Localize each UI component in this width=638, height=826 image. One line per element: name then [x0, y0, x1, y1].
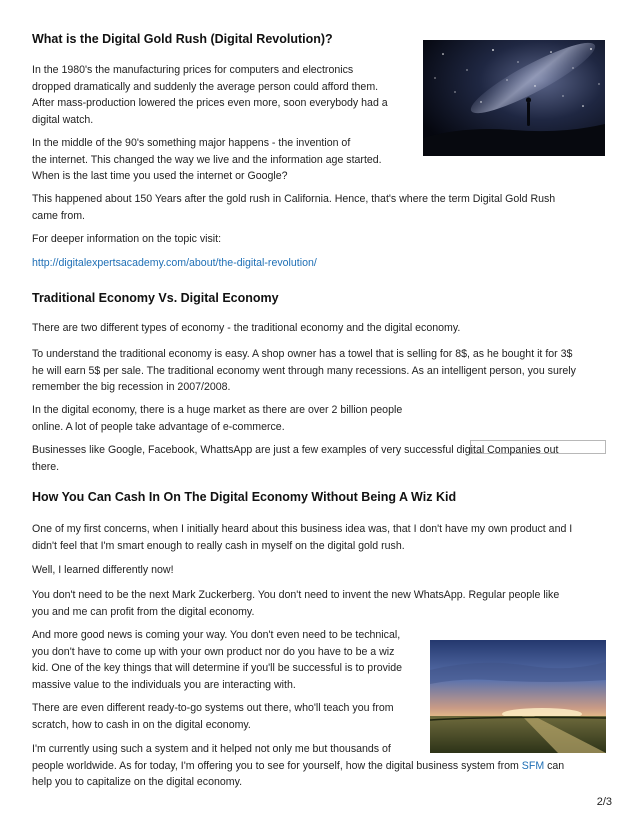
text-line: There are two different types of economy - the traditional economy and the digital economy.	[32, 322, 461, 334]
paragraph-ready-systems	[32, 700, 394, 733]
paragraph-learned-differently	[32, 562, 174, 579]
heading-cash-in: How You Can Cash In On The Digital Economy Without Being A Wiz Kid	[32, 490, 457, 504]
paragraph-gold-rush-origin	[32, 191, 555, 224]
text-line: digital watch.	[32, 113, 94, 126]
paragraph-good-news	[32, 627, 402, 693]
text-line: help you to capitalize on the digital economy.	[32, 776, 243, 788]
text-line: the internet. This changed the way we live and the information age started.	[32, 153, 382, 166]
text-line: One of my first concerns, when I initially heard about this business idea was, that I don't have my own product and I	[32, 523, 573, 535]
text-line: massive value to the individuals you are interacting with.	[32, 678, 296, 691]
paragraph-two-economies	[32, 320, 460, 337]
text-line: there.	[32, 460, 60, 473]
heading-traditional-vs-digital: Traditional Economy Vs. Digital Economy	[32, 291, 279, 305]
sfm-link[interactable]: SFM	[521, 759, 545, 772]
text-line: remember the big recession in 2007/2008.	[32, 381, 231, 393]
text-line: you and me can profit from the digital economy.	[32, 605, 255, 618]
paragraph-not-zuckerberg	[32, 587, 559, 620]
text-line: For deeper information on the topic visit:	[32, 233, 222, 245]
paragraph-successful-companies	[32, 442, 558, 475]
text-line: online. A lot of people take advantage of e-commerce.	[32, 420, 285, 433]
paragraph-deeper-info	[32, 231, 221, 248]
text-line: After mass-production lowered the prices even more, soon everybody had a	[32, 97, 388, 109]
text-line: In the 1980's the manufacturing prices for computers and electronics	[32, 64, 354, 76]
text-line: When is the last time you used the internet or Google?	[32, 170, 288, 182]
text-line: I'm currently using such a system and it helped not only me but thousands of	[32, 743, 391, 755]
text-line: Well, I learned differently now!	[32, 564, 174, 576]
text-segment: can	[544, 759, 565, 772]
text-line: kid. One of the key things that will determine if you'll be successful is to provide	[32, 662, 403, 674]
paragraph-first-concerns	[32, 521, 572, 554]
text-line: scratch, how to cash in on the digital economy.	[32, 718, 251, 731]
text-line: You don't need to be the next Mark Zuckerberg. You don't need to invent the new WhatsApp. Regular people like	[32, 589, 560, 601]
paragraph-90s	[32, 135, 382, 185]
text-line: didn't feel that I'm smart enough to really cash in myself on the digital gold rush.	[32, 539, 405, 552]
sunset-field-illustration	[430, 640, 606, 753]
paragraph-traditional-economy	[32, 346, 576, 396]
text-line: In the middle of the 90's something major happens - the invention of	[32, 137, 351, 149]
text-line: came from.	[32, 209, 85, 222]
text-line: And more good news is coming your way. You don't even need to be technical,	[32, 629, 401, 641]
page-number: 2/3	[596, 796, 612, 808]
text-segment: people worldwide. As for today, I'm offering you to see for yourself, how the digital business system from	[32, 759, 522, 772]
text-line: he will earn 5$ per sale. The traditional economy went through many recessions. As an intelligent person, you surely	[32, 364, 576, 377]
night-sky-image	[423, 40, 605, 156]
text-line: To understand the traditional economy is easy. A shop owner has a towel that is selling for 8$, as he bought it for 3$	[32, 348, 573, 360]
heading-digital-gold-rush: What is the Digital Gold Rush (Digital Revolution)?	[32, 32, 333, 46]
text-line: Businesses like Google, Facebook, WhattsApp are just a few examples of very successful digital Companies out	[32, 444, 559, 456]
text-line: you don't have to come up with your own product nor do you have to be a wiz	[32, 645, 395, 658]
digital-revolution-link[interactable]: http://digitalexpertsacademy.com/about/the-digital-revolution/	[32, 257, 317, 269]
text-line: dropped dramatically and suddenly the average person could afford them.	[32, 80, 379, 93]
paragraph-digital-economy	[32, 402, 402, 435]
paragraph-1980s	[32, 62, 388, 128]
night-sky-illustration	[423, 40, 605, 156]
landscape-image	[430, 640, 606, 753]
text-line: There are even different ready-to-go systems out there, who'll teach you from	[32, 702, 394, 714]
text-line	[32, 758, 564, 775]
link-paragraph	[32, 255, 317, 272]
text-line: This happened about 150 Years after the gold rush in California. Hence, that's where the term Digital Gold Rush	[32, 193, 556, 205]
text-line: In the digital economy, there is a huge market as there are over 2 billion people	[32, 404, 403, 416]
